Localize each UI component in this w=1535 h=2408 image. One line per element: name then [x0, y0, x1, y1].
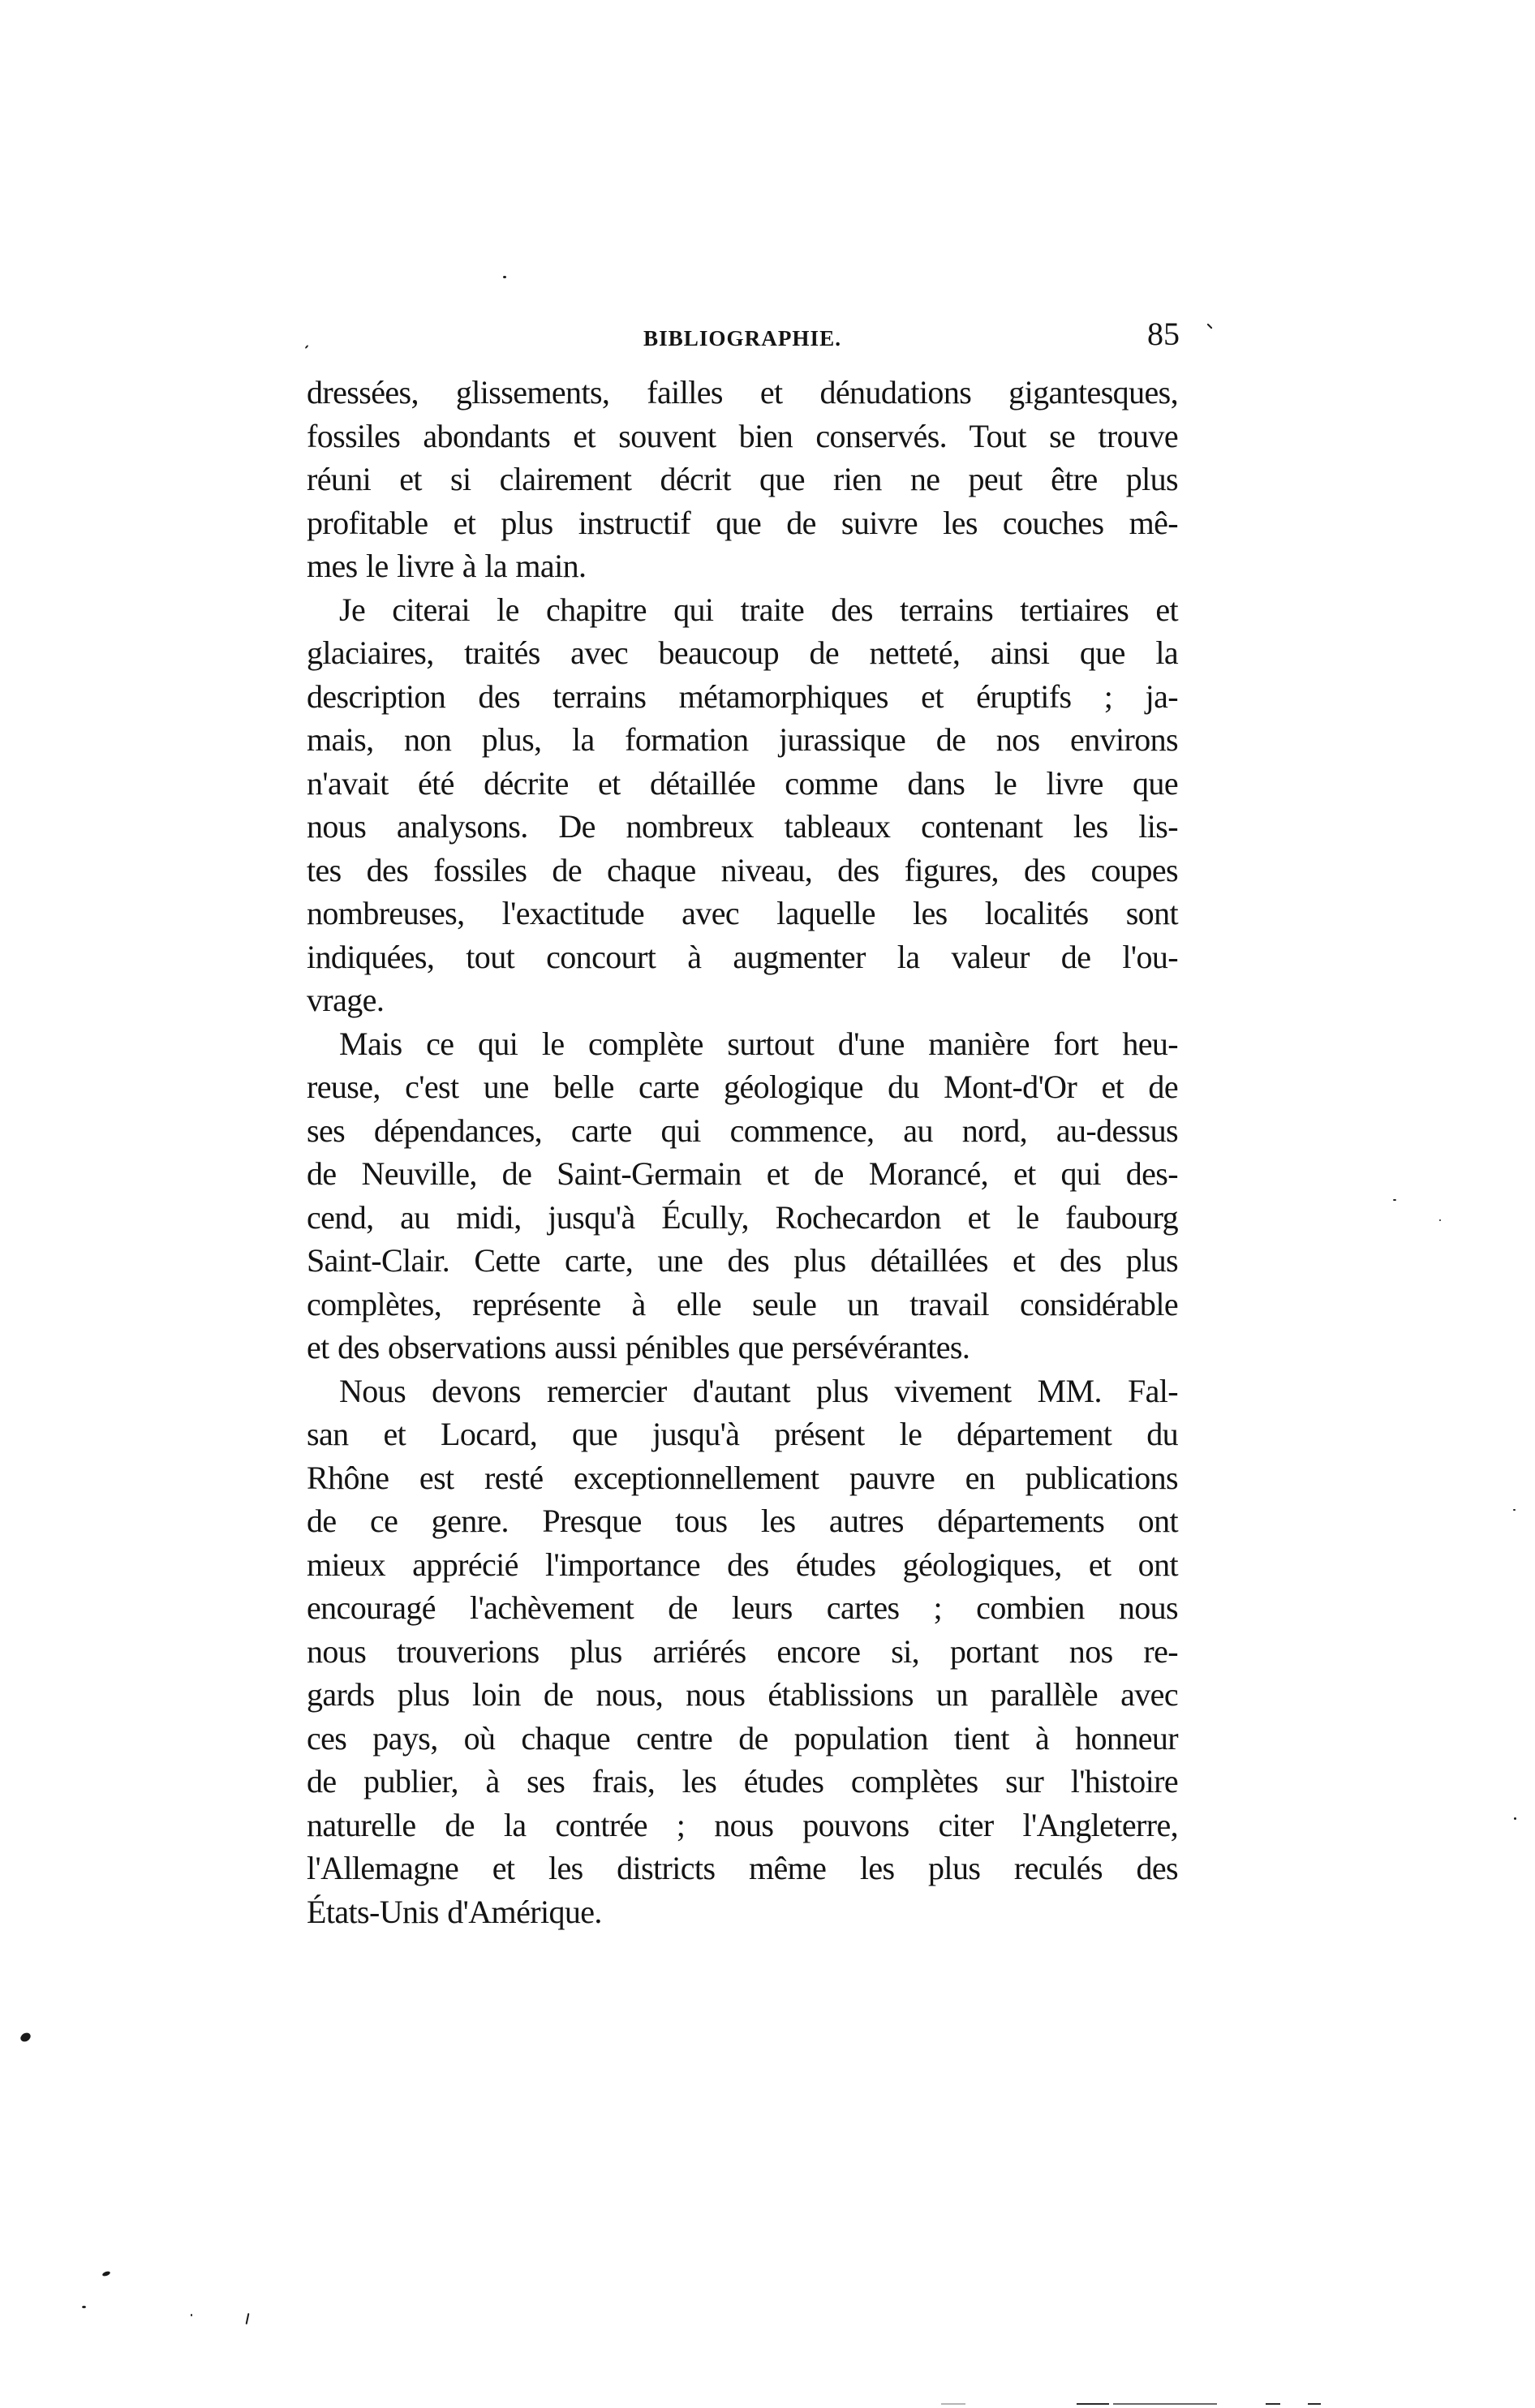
- text-line: Je citerai le chapitre qui traite des terrains tertiaires et: [339, 591, 1178, 628]
- text-line: nombreuses, l'exactitude avec laquelle les localités sont: [307, 895, 1178, 931]
- text-line: description des terrains métamorphiques et éruptifs ; ja-: [307, 677, 1178, 715]
- text-line: et des observations aussi pénibles que persévérantes.: [307, 1329, 970, 1365]
- text-line: Mais ce qui le complète surtout d'une manière fort heu-: [339, 1025, 1178, 1062]
- text-line: ses dépendances, carte qui commence, au nord, au-dessus: [307, 1112, 1178, 1149]
- text-line: n'avait été décrite et détaillée comme dans le livre que: [307, 764, 1178, 802]
- page-number: 85: [1147, 316, 1180, 352]
- scan-speck: [1439, 1219, 1441, 1221]
- text-line: ces pays, où chaque centre de population tient à honneur: [307, 1719, 1178, 1757]
- text-line: vrage.: [307, 982, 385, 1018]
- text-line: mieux apprécié l'importance des études géologiques, et ont: [307, 1546, 1178, 1583]
- scan-speck: [1513, 1509, 1516, 1511]
- text-line: naturelle de la contrée ; nous pouvons citer l'Angleterre,: [307, 1806, 1178, 1843]
- text-line: Saint-Clair. Cette carte, une des plus détaillées et des plus: [307, 1242, 1178, 1279]
- scan-speck: [1393, 1199, 1396, 1201]
- text-line: cend, au midi, jusqu'à Écully, Rochecardon et le faubourg: [307, 1198, 1178, 1236]
- text-line: indiquées, tout concourt à augmenter la valeur de l'ou-: [307, 938, 1178, 975]
- edge-dash: [1308, 2403, 1321, 2405]
- edge-dash: [1113, 2403, 1217, 2405]
- text-line: réuni et si clairement décrit que rien ne peut être plus: [307, 461, 1178, 497]
- text-line: Nous devons remercier d'autant plus vivement MM. Fal-: [339, 1372, 1178, 1409]
- ink-blot: [19, 2031, 32, 2043]
- text-line: tes des fossiles de chaque niveau, des figures, des coupes: [307, 851, 1178, 888]
- text-line: de publier, à ses frais, les études complètes sur l'histoire: [307, 1763, 1178, 1800]
- text-line: gards plus loin de nous, nous établissions un parallèle avec: [307, 1676, 1178, 1713]
- text-line: profitable et plus instructif que de suivre les couches mê-: [307, 504, 1178, 541]
- text-line: glaciaires, traités avec beaucoup de netteté, ainsi que la: [307, 634, 1178, 671]
- text-line: nous analysons. De nombreux tableaux contenant les lis-: [307, 808, 1178, 845]
- scan-speck: [82, 2306, 86, 2308]
- text-line: États-Unis d'Amérique.: [307, 1893, 602, 1930]
- running-title: BIBLIOGRAPHIE.: [643, 326, 842, 350]
- text-line: mais, non plus, la formation jurassique de nos environs: [307, 721, 1178, 758]
- scan-speck: [191, 2314, 192, 2316]
- text-line: reuse, c'est une belle carte géologique du Mont-d'Or et de: [307, 1069, 1178, 1105]
- scan-speck: [305, 345, 309, 349]
- text-line: mes le livre à la main.: [307, 548, 587, 584]
- text-line: complètes, représente à elle seule un travail considérable: [307, 1285, 1178, 1322]
- scan-speck: [101, 2270, 110, 2277]
- text-line: san et Locard, que jusqu'à présent le département du: [307, 1416, 1178, 1452]
- edge-dash: [1077, 2403, 1109, 2405]
- scan-speck: [246, 2313, 250, 2324]
- text-line: nous trouverions plus arriérés encore si, portant nos re-: [307, 1632, 1178, 1670]
- scan-speck: [1206, 323, 1212, 329]
- text-line: de ce genre. Presque tous les autres départements ont: [307, 1503, 1178, 1539]
- text-line: dressées, glissements, failles et dénudations gigantesques,: [307, 374, 1178, 411]
- scan-speck: [1514, 1817, 1516, 1820]
- text-line: encouragé l'achèvement de leurs cartes ; combien nous: [307, 1589, 1178, 1626]
- text-line: de Neuville, de Saint-Germain et de Morancé, et qui des-: [307, 1155, 1178, 1192]
- text-line: fossiles abondants et souvent bien conservés. Tout se trouve: [307, 417, 1178, 454]
- edge-dash: [1266, 2403, 1280, 2405]
- scan-speck: [503, 276, 506, 278]
- text-line: Rhône est resté exceptionnellement pauvre en publications: [307, 1459, 1178, 1496]
- text-line: l'Allemagne et les districts même les plus reculés des: [307, 1850, 1178, 1886]
- edge-dash: [941, 2403, 965, 2405]
